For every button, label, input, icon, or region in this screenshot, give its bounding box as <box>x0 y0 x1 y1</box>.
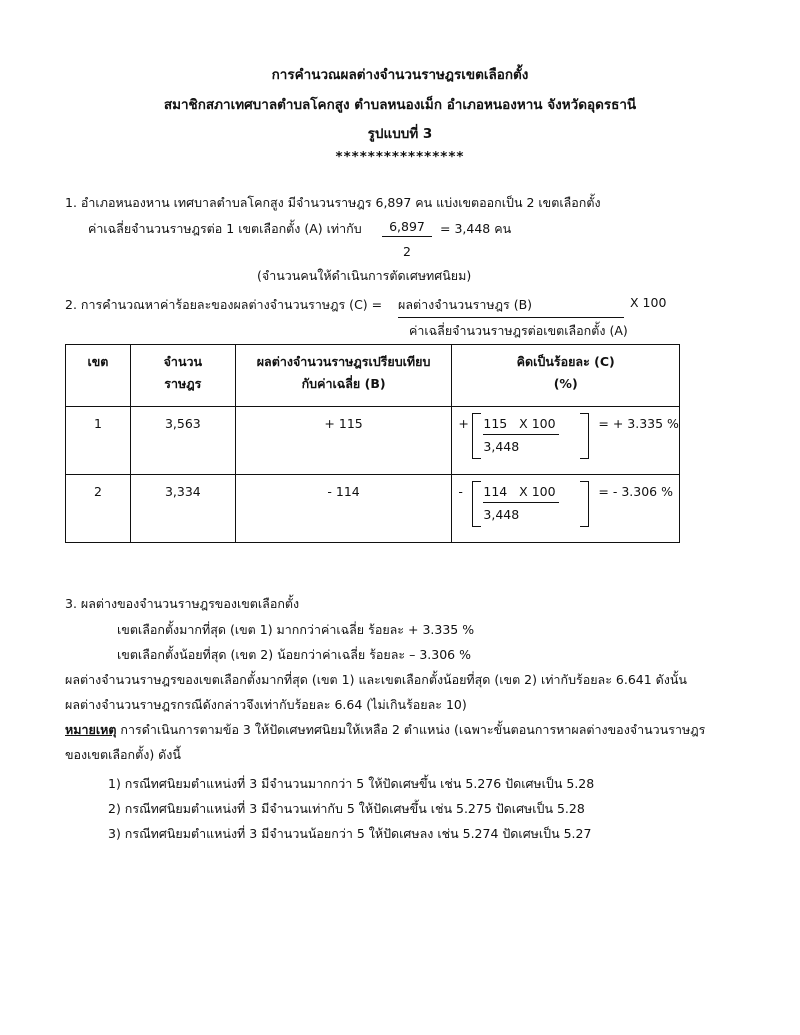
item1-average-label: ค่าเฉลี่ยจำนวนราษฎรต่อ 1 เขตเลือกตั้ง (A) เท่ากับ <box>88 221 362 236</box>
note-label: หมายเหตุ <box>65 722 117 737</box>
rounding-rule: 2) กรณีทศนิยมตำแหน่งที่ 3 มีจำนวนเท่ากับ 5 ให้ปัดเศษขึ้น เช่น 5.275 ปัดเศษเป็น 5.28 <box>108 801 585 816</box>
fraction-numerator: 114 X 100 <box>483 484 559 503</box>
fraction-numerator: 115 X 100 <box>483 416 559 435</box>
document-title: การคำนวณผลต่างจำนวนราษฎรเขตเลือกตั้ง <box>271 67 529 83</box>
document-subtitle: สมาชิกสภาเทศบาลตำบลโคกสูง ตำบลหนองเม็ก อำเภอหนองหาน จังหวัดอุดรธานี <box>163 97 637 113</box>
difference-cell: - 114 <box>235 475 452 543</box>
population-cell: 3,563 <box>130 407 235 475</box>
item3-conclusion: ผลต่างจำนวนราษฎรกรณีดังกล่าวจึงเท่ากับร้อยละ 6.64 (ไม่เกินร้อยละ 10) <box>65 697 467 712</box>
item3-title: 3. ผลต่างของจำนวนราษฎรของเขตเลือกตั้ง <box>65 596 300 611</box>
sign: - <box>458 484 463 499</box>
percentage-cell <box>452 407 680 475</box>
note-line <box>65 720 705 740</box>
header-difference: ผลต่างจำนวนราษฎรเปรียบเทียบ กับค่าเฉลี่ย (B) <box>235 345 452 407</box>
table-row <box>66 475 680 543</box>
rounding-rule: 1) กรณีทศนิยมตำแหน่งที่ 3 มีจำนวนมากกว่า 5 ให้ปัดเศษขึ้น เช่น 5.276 ปัดเศษเป็น 5.28 <box>108 776 595 791</box>
item1-result: = 3,448 คน <box>440 221 512 236</box>
sign: + <box>458 416 469 431</box>
zone-cell: 2 <box>66 475 131 543</box>
item2-formula-label: 2. การคำนวณหาค่าร้อยละของผลต่างจำนวนราษฎร (C) = <box>65 297 383 312</box>
fraction-denominator: 3,448 <box>483 439 520 454</box>
item2-numerator: ผลต่างจำนวนราษฎร (B) <box>398 295 624 318</box>
rounding-rule: 3) กรณีทศนิยมตำแหน่งที่ 3 มีจำนวนน้อยกว่า 5 ให้ปัดเศษลง เช่น 5.274 ปัดเศษเป็น 5.27 <box>108 826 592 841</box>
left-bracket <box>472 481 481 527</box>
note-continuation: ของเขตเลือกตั้ง) ดังนี้ <box>65 747 181 762</box>
percentage-result: = + 3.335 % <box>598 416 679 431</box>
header-zone: เขต <box>66 345 131 407</box>
percentage-result: = - 3.306 % <box>598 484 673 499</box>
item1-numerator: 6,897 <box>382 219 432 237</box>
population-cell: 3,334 <box>130 475 235 543</box>
header-population: จำนวน ราษฎร <box>130 345 235 407</box>
difference-cell: + 115 <box>235 407 452 475</box>
calculation-table <box>65 344 680 543</box>
item2-denominator: ค่าเฉลี่ยจำนวนราษฎรต่อเขตเลือกตั้ง (A) <box>409 323 628 338</box>
right-bracket <box>580 481 589 527</box>
item1-denominator: 2 <box>403 244 411 259</box>
zone-cell: 1 <box>66 407 131 475</box>
table-row <box>66 407 680 475</box>
format-label: รูปแบบที่ 3 <box>367 126 433 142</box>
item1-rounding-note: (จำนวนคนให้ดำเนินการตัดเศษทศนิยม) <box>257 268 472 283</box>
item3-summary: ผลต่างจำนวนราษฎรของเขตเลือกตั้งมากที่สุด (เขต 1) และเขตเลือกตั้งน้อยที่สุด (เขต 2) เท่ากับร้อยละ 6.641 ดังนั้น <box>65 672 687 687</box>
item1-population-line: 1. อำเภอหนองหาน เทศบาลตำบลโคกสูง มีจำนวนราษฎร 6,897 คน แบ่งเขตออกเป็น 2 เขตเลือกตั้ง <box>65 195 601 210</box>
item3-min-zone: เขตเลือกตั้งน้อยที่สุด (เขต 2) น้อยกว่าค่าเฉลี่ย ร้อยละ – 3.306 % <box>117 647 471 662</box>
item2-multiplier: X 100 <box>630 295 667 310</box>
note-text: การดำเนินการตามข้อ 3 ให้ปัดเศษทศนิยมให้เหลือ 2 ตำแหน่ง (เฉพาะขั้นตอนการหาผลต่างของจำนวนราษฎร <box>116 722 706 737</box>
fraction-denominator: 3,448 <box>483 507 520 522</box>
percentage-cell <box>452 475 680 543</box>
right-bracket <box>580 413 589 459</box>
star-separator: **************** <box>335 149 465 165</box>
header-percentage: คิดเป็นร้อยละ (C) (%) <box>452 345 680 407</box>
table-header-row <box>66 345 680 407</box>
item3-max-zone: เขตเลือกตั้งมากที่สุด (เขต 1) มากกว่าค่าเฉลี่ย ร้อยละ + 3.335 % <box>117 622 475 637</box>
left-bracket <box>472 413 481 459</box>
